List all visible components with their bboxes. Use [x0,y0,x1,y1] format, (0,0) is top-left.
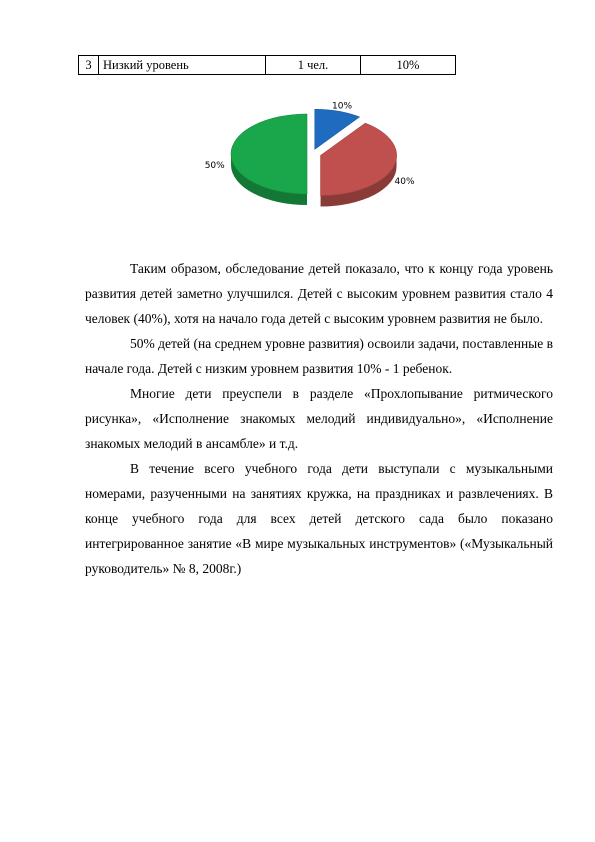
row-count: 1 чел. [266,56,361,75]
paragraph: Многие дети преуспели в разделе «Прохлопывание ритмического рисунка», «Исполнение знакомых мелодий индивидуально», «Исполнение знакомых мелодий в ансамбле» и т.д. [85,386,553,451]
row-number: 3 [79,56,99,75]
pie-chart [200,92,430,222]
table-row [79,56,456,75]
paragraph: 50% детей (на среднем уровне развития) освоили задачи, поставленные в начале года. Детей с низким уровнем развития 10% - 1 ребенок. [85,336,553,376]
body-text [85,256,553,581]
row-level: Низкий уровень [99,56,266,75]
pie-data-label: 40% [394,176,415,187]
paragraph: В течение всего учебного года дети выступали с музыкальными номерами, разученными на занятиях кружка, на праздниках и развлечениях. В конце учебного года для всех детей детского сада было показано интегрированное занятие «В мире музыкальных инструментов» («Музыкальный руководитель» № 8, 2008г.) [85,461,553,576]
pie-data-label: 50% [204,161,225,171]
pie-data-label: 10% [332,101,353,112]
paragraph: Таким образом, обследование детей показало, что к концу года уровень развития детей заметно улучшился. Детей с высоким уровнем развития стало 4 человек (40%), хотя на начало года детей с высоким уровнем развития не было. [85,261,553,326]
row-percent: 10% [361,56,456,75]
results-table [78,55,456,75]
